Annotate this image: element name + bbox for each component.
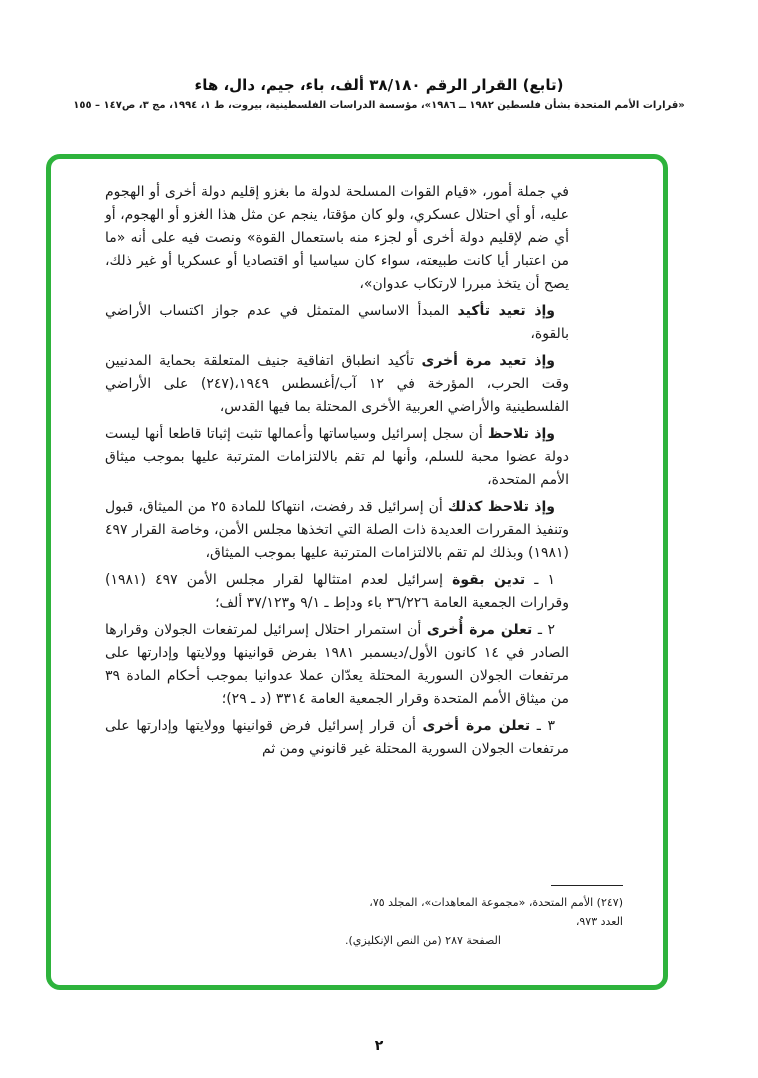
body-paragraph [105,423,569,492]
paragraph-lead-bold: وإذ تعيد تأكيد [457,303,556,319]
body-paragraph [105,496,569,565]
paragraph-lead-bold: تعلن مرة أخرى [422,718,531,734]
paragraph-lead-bold: تعلن مرة أُخرى [426,622,533,638]
green-border-frame [46,154,668,990]
footnote-separator-rule [551,885,623,886]
body-paragraph [105,181,569,296]
item-number: ١ ـ [525,572,555,588]
paragraph-text: إسرائيل لعدم امتثالها لقرار مجلس الأمن ٤٩٧ (١٩٨١) وقرارات الجمعية العامة ٣٦/٢٢٦ باء ودإط ـ ٩/١ و٣٧/١٢٣ ألف؛ [105,572,569,611]
paragraph-text: تأكيد انطباق اتفاقية جنيف المتعلقة بحماية المدنيين وقت الحرب، المؤرخة في ١٢ آب/أغسطس ١٩٤٩،(٢٤٧) على الأراضي الفلسطينية والأراضي العربية الأخرى المحتلة بما فيها القدس، [105,353,569,415]
body-paragraph [105,300,569,346]
page-number: ٢ [374,1038,384,1054]
body-paragraph-numbered [105,715,569,761]
paragraph-text: أن قرار إسرائيل فرض قوانينها وولايتها وإدارتها على مرتفعات الجولان السورية المحتلة غير قانوني ومن ثم [105,718,569,757]
body-paragraph-numbered [105,619,569,711]
item-number: ٣ ـ [530,718,555,734]
paragraph-text: أن إسرائيل قد رفضت، انتهاكا للمادة ٢٥ من الميثاق، قبول وتنفيذ المقررات العديدة ذات الصلة التي اتخذها مجلس الأمن، وخاصة القرار ٤٩٧ (١٩٨١) وبذلك لم تقم بالالتزامات المترتبة عليها بموجب الميثاق، [105,499,569,561]
footnote-line: (٢٤٧) الأمم المتحدة، «مجموعة المعاهدات»، المجلد ٧٥، العدد ٩٧٣، [369,896,623,928]
paragraph-text: المبدأ الاساسي المتمثل في عدم جواز اكتساب الأراضي بالقوة، [105,303,569,342]
page-header [0,76,758,111]
footnote-block [345,885,623,950]
document-title: (تابع) القرار الرقم ٣٨/١٨٠ ألف، باء، جيم، دال، هاء [194,76,564,94]
paragraph-lead-bold: وإذ تعيد مرة أخرى [421,353,555,369]
document-source-citation: «قرارات الأمم المتحدة بشأن فلسطين ١٩٨٢ ــ ١٩٨٦»، مؤسسة الدراسات الفلسطينية، بيروت، ط ١، ١٩٩٤، مج ٣، ص١٤٧ – ١٥٥ [73,100,685,111]
paragraph-lead-bold: تدين بقوة [452,572,526,588]
paragraph-lead-bold: وإذ تلاحظ [487,426,556,442]
item-number: ٢ ـ [532,622,555,638]
paragraph-text: أن استمرار احتلال إسرائيل لمرتفعات الجولان وقرارها الصادر في ١٤ كانون الأول/ديسمبر ١٩٨١ بفرض قوانينها وولايتها وإدارتها على مرتفعات الجولان السورية المحتلة يعدّان عملا عدوانيا بموجب أحكام المادة ٣٩ من ميثاق الأمم المتحدة وقرار الجمعية العامة ٣٣١٤ (د ـ ٢٩)؛ [105,622,569,707]
paragraph-text: أن سجل إسرائيل وسياساتها وأعمالها تثبت إثباتا قاطعا أنها ليست دولة عضوا محبة للسلم، وأنها لم تقم بالالتزامات المترتبة عليها بموجب ميثاق الأمم المتحدة، [105,426,569,488]
footnote-line: الصفحة ٢٨٧ (من النص الإنكليزي). [345,934,501,947]
resolution-body-text [105,181,569,765]
body-paragraph [105,350,569,419]
body-paragraph-numbered [105,569,569,615]
paragraph-lead-bold: وإذ تلاحظ كذلك [447,499,555,515]
paragraph-text: في جملة أمور، «قيام القوات المسلحة لدولة ما بغزو إقليم دولة أخرى أو الهجوم عليه، أو أي احتلال عسكري، ولو كان مؤقتا، ينجم عن مثل هذا الغزو أو الهجوم، أو أي ضم لإقليم دولة أخرى أو لجزء منه باستعمال القوة» ونصت فيه على أنه «ما من اعتبار أيا كانت طبيعته، سواء كان سياسيا أو اقتصاديا أو عسكريا أو غير ذلك، يصح أن يتخذ مبررا لارتكاب عدوان»، [105,184,569,292]
